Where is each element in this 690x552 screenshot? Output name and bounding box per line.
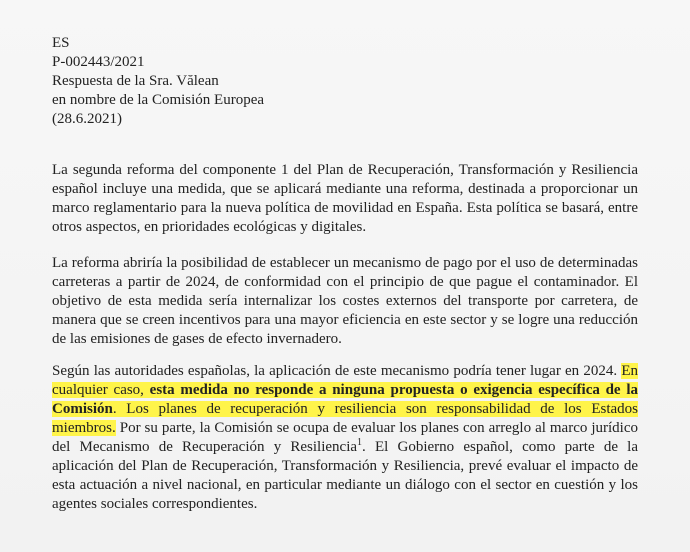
document-header	[52, 34, 264, 129]
paragraph-3-middle: Por su parte, la Comisión se ocupa de evaluar los planes con arreglo al marco jurídico del Mecanismo de Recuperación y Resiliencia	[52, 420, 638, 455]
question-reference: P-002443/2021	[52, 54, 145, 70]
paragraph-1: La segunda reforma del componente 1 del Plan de Recuperación, Transformación y Resiliencia español incluye una medida, que se aplicará mediante una reforma, destinada a proporcionar un marco reglamentario para la nueva política de movilidad en España. Esta política se basará, entre otros aspectos, en prioridades ecológicas y digitales.	[52, 162, 638, 235]
paragraph-3-end: . El Gobierno español, como parte de la aplicación del Plan de Recuperación, Transformación y Resiliencia, prevé evaluar el impacto de esta actuación a nivel nacional, en particular mediante un diálogo con el sector en cuestión y los agentes sociales correspondientes.	[52, 439, 638, 512]
footnote-reference: 1	[357, 437, 363, 448]
highlight-bold-text: esta medida no responde a ninguna propuesta o exigencia específica de la Comisión	[52, 382, 638, 417]
paragraph-3	[52, 362, 638, 514]
answer-date: (28.6.2021)	[52, 111, 122, 127]
language-code: ES	[52, 35, 70, 51]
answer-author: Respuesta de la Sra. Vălean	[52, 73, 219, 89]
highlight-end: . Los planes de recuperación y resiliencia son responsabilidad de los Estados miembros.	[52, 401, 638, 436]
paragraph-2: La reforma abriría la posibilidad de establecer un mecanismo de pago por el uso de determinadas carreteras a partir de 2024, de conformidad con el principio de que pague el contaminador. El objetivo de esta medida sería internalizar los costes externos del transporte por carretera, de manera que se creen incentivos para una mayor eficiencia en este sector y se logre una reducción de las emisiones de gases de efecto invernadero.	[52, 255, 638, 347]
paragraph-3-intro: Según las autoridades españolas, la aplicación de este mecanismo podría tener lugar en 2024.	[52, 363, 622, 379]
highlight-start: En cualquier caso,	[52, 363, 638, 398]
on-behalf-of: en nombre de la Comisión Europea	[52, 92, 265, 108]
